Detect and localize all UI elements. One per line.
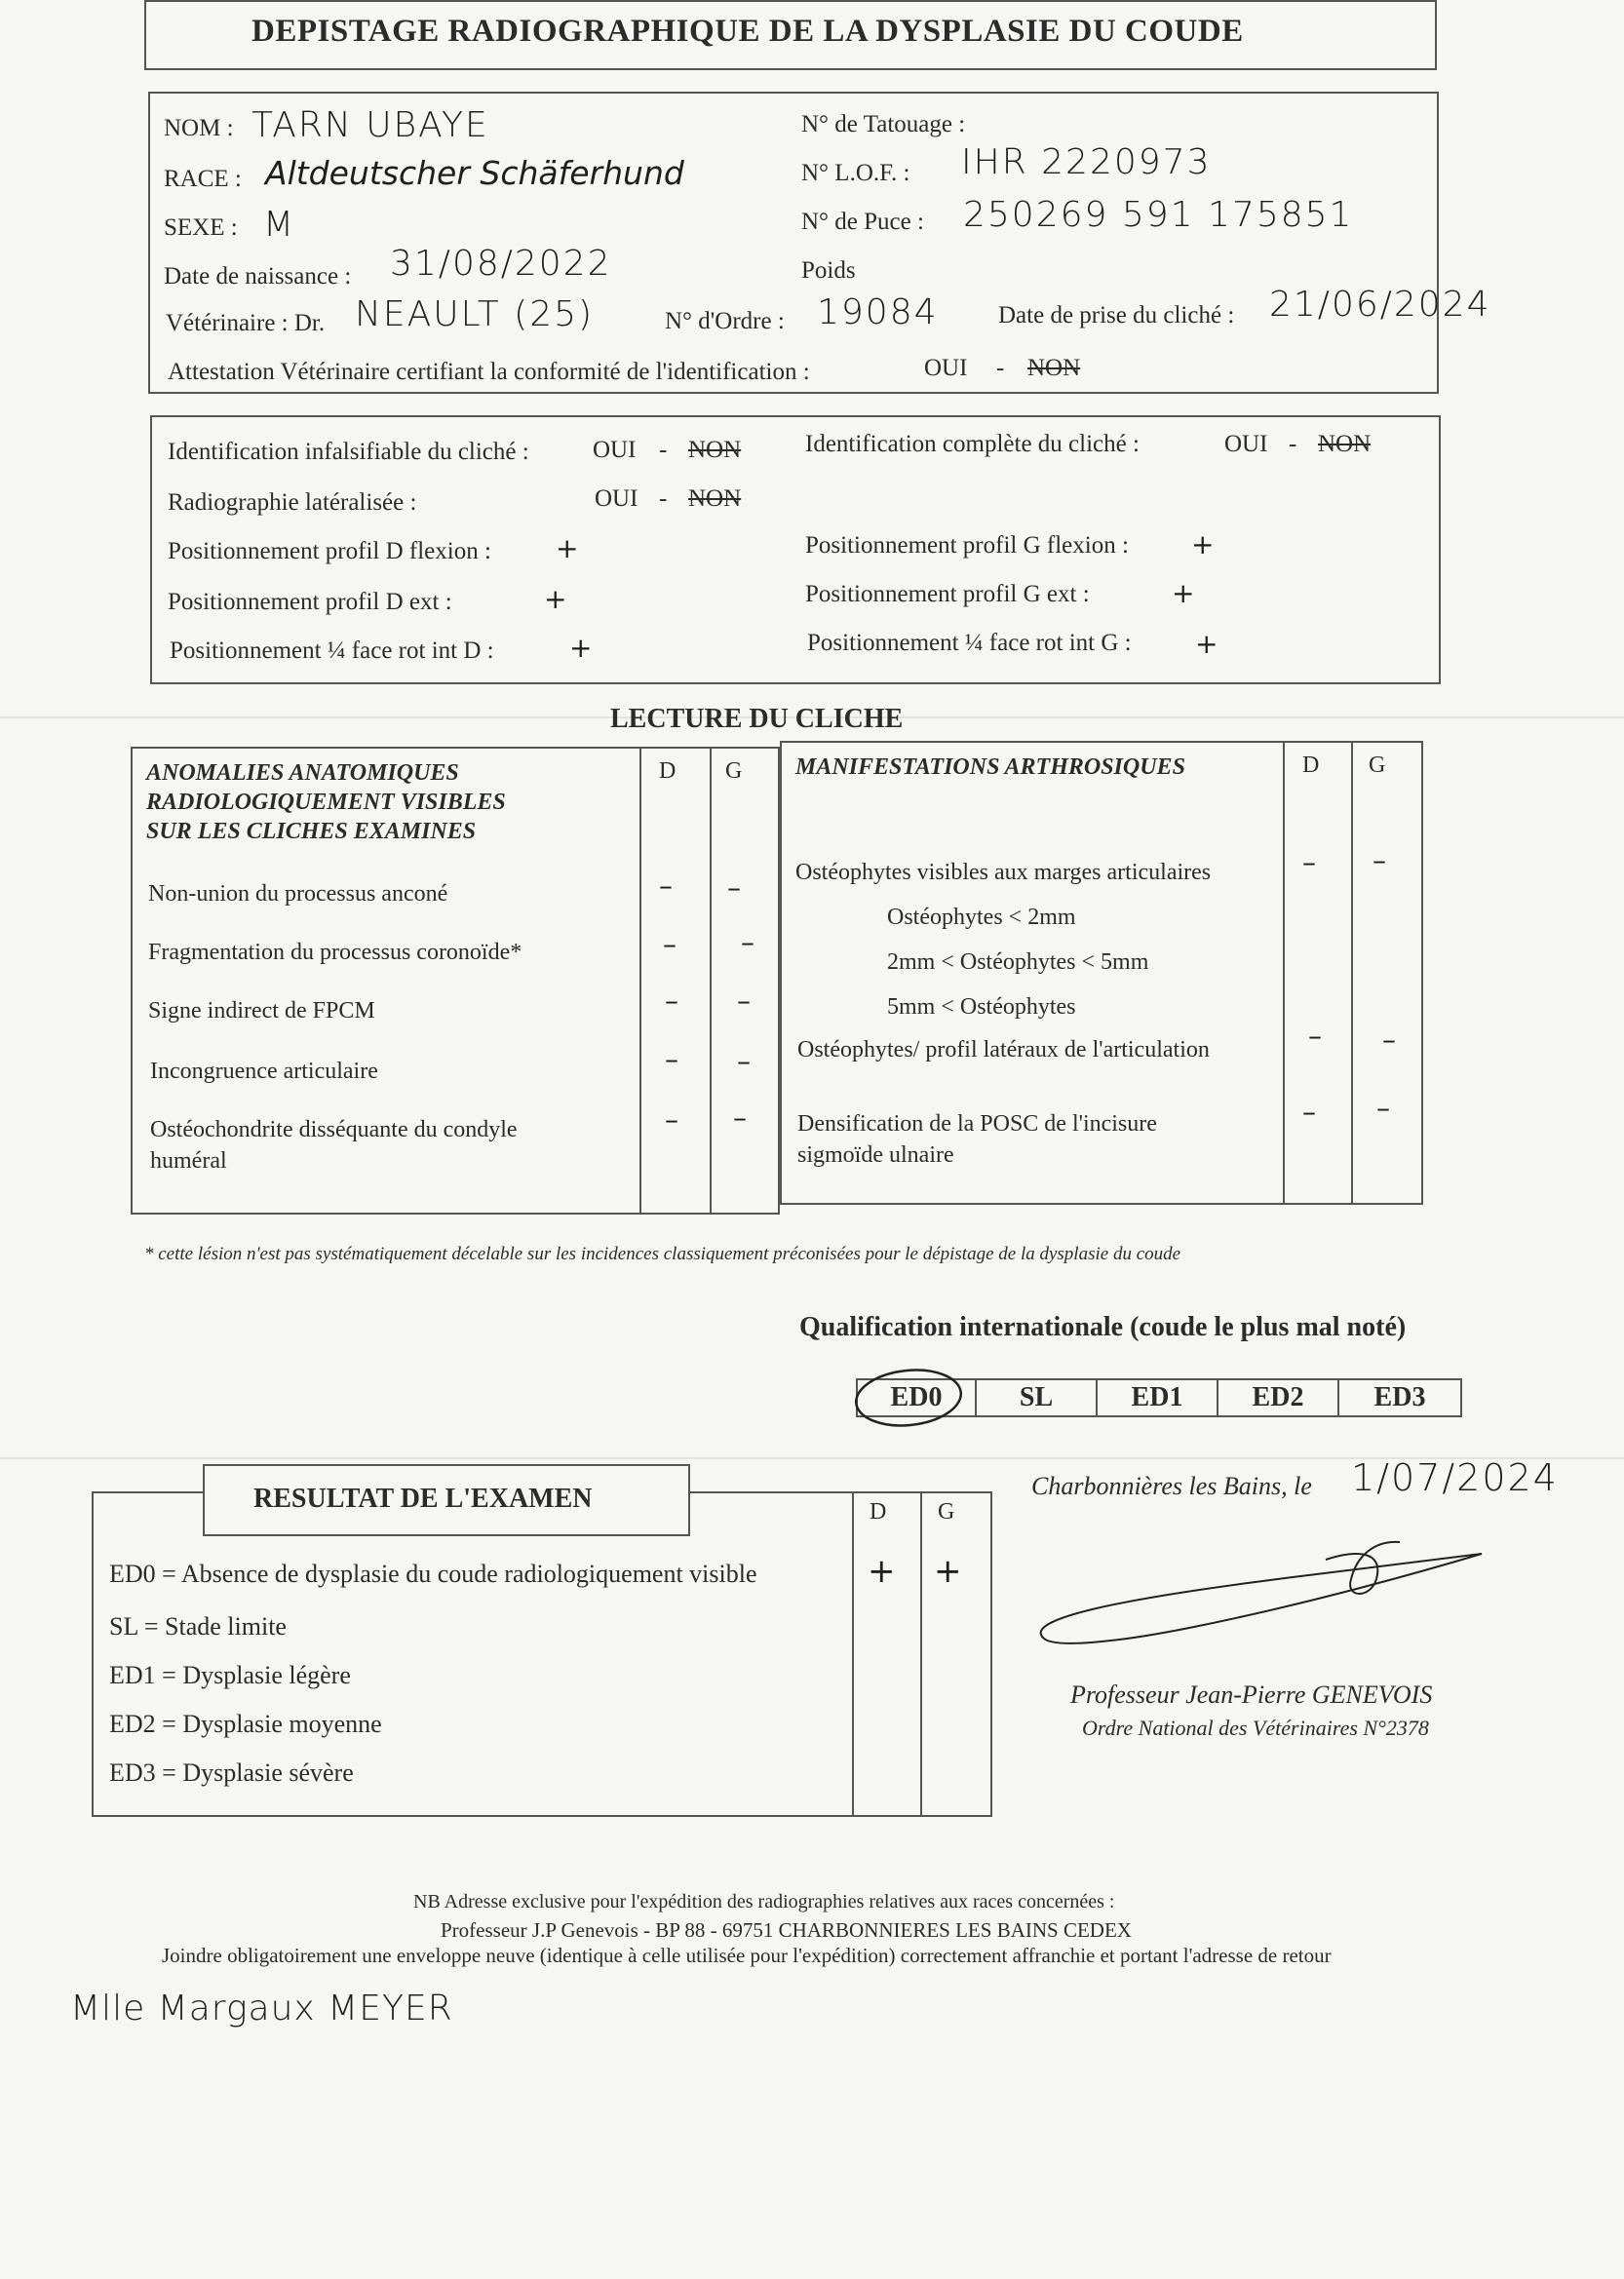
infalsifiable-label: Identification infalsifiable du cliché : bbox=[168, 439, 529, 465]
resultat-line: ED0 = Absence de dysplasie du coude radiologiquement visible bbox=[109, 1560, 757, 1588]
arthro-row-label: 5mm < Ostéophytes bbox=[887, 994, 1076, 1020]
anomaly-g-mark: – bbox=[737, 985, 751, 1017]
qualification-title: Qualification internationale (coude le plus mal noté) bbox=[799, 1312, 1407, 1342]
anomaly-row-label: Incongruence articulaire bbox=[150, 1059, 378, 1084]
arthro-col-g: G bbox=[1369, 753, 1386, 778]
signature-icon bbox=[1014, 1521, 1501, 1657]
grade-ed2: ED2 bbox=[1217, 1378, 1339, 1417]
resultat-line: SL = Stade limite bbox=[109, 1612, 287, 1641]
anomaly-row-label: Signe indirect de FPCM bbox=[148, 998, 375, 1024]
sexe-value: M bbox=[263, 205, 296, 245]
signature-name: Professeur Jean-Pierre GENEVOIS bbox=[1070, 1680, 1433, 1709]
anomaly-d-mark: – bbox=[659, 869, 673, 902]
resultat-col-g: G bbox=[938, 1499, 955, 1525]
arthro-row-label: sigmoïde ulnaire bbox=[797, 1142, 954, 1168]
puce-label: N° de Puce : bbox=[801, 209, 924, 235]
anomaly-g-mark: – bbox=[741, 926, 754, 958]
anomaly-g-mark: – bbox=[733, 1101, 747, 1134]
arthro-row-label: Ostéophytes visibles aux marges articulaires bbox=[795, 860, 1212, 885]
arthro-g-mark: – bbox=[1382, 1024, 1396, 1056]
arthro-d-mark: – bbox=[1302, 846, 1316, 878]
nom-value: TARN UBAYE bbox=[251, 105, 489, 145]
signature-ordre: Ordre National des Vétérinaires N°2378 bbox=[1082, 1716, 1429, 1740]
attestation-non: NON bbox=[1027, 355, 1081, 381]
resultat-mark-d: + bbox=[868, 1552, 896, 1591]
ordre-value: 19084 bbox=[817, 292, 939, 332]
pos-g-flexion-mark: + bbox=[1191, 528, 1215, 560]
anomalies-divider-g bbox=[710, 747, 712, 1215]
anomaly-g-mark: – bbox=[737, 1045, 751, 1077]
title-box bbox=[144, 0, 1437, 70]
pos-d-ext-label: Positionnement profil D ext : bbox=[168, 589, 452, 615]
nom-label: NOM : bbox=[164, 115, 234, 141]
complete-non: NON bbox=[1318, 431, 1372, 457]
race-label: RACE : bbox=[164, 166, 242, 192]
selected-grade-circle-icon bbox=[846, 1363, 973, 1433]
complete-sep: - bbox=[1289, 431, 1297, 457]
sexe-label: SEXE : bbox=[164, 214, 238, 241]
resultat-col-d: D bbox=[870, 1499, 887, 1525]
poids-label: Poids bbox=[801, 257, 856, 284]
lateralisee-sep: - bbox=[659, 485, 668, 512]
prise-label: Date de prise du cliché : bbox=[998, 302, 1235, 328]
anomalies-table bbox=[131, 747, 780, 1215]
complete-label: Identification complète du cliché : bbox=[805, 431, 1140, 457]
footer-handwritten-name: Mlle Margaux MEYER bbox=[70, 1989, 453, 2028]
vet-label: Vétérinaire : Dr. bbox=[166, 310, 326, 336]
pos-d-flexion-label: Positionnement profil D flexion : bbox=[168, 538, 491, 564]
arthro-g-mark: – bbox=[1376, 1092, 1390, 1124]
puce-value: 250269 591 175851 bbox=[963, 195, 1354, 235]
resultat-line: ED1 = Dysplasie légère bbox=[109, 1661, 351, 1689]
infalsifiable-non: NON bbox=[688, 437, 742, 463]
resultat-divider-g bbox=[920, 1491, 922, 1817]
race-value: Altdeutscher Schäferhund bbox=[265, 154, 684, 192]
arthro-col-d: D bbox=[1302, 753, 1320, 778]
prise-value: 21/06/2024 bbox=[1269, 285, 1491, 325]
lof-value: IHR 2220973 bbox=[961, 142, 1212, 182]
resultat-line: ED2 = Dysplasie moyenne bbox=[109, 1710, 382, 1738]
arthro-row-label: Ostéophytes < 2mm bbox=[887, 905, 1076, 930]
lecture-footnote: * cette lésion n'est pas systématiquement décelable sur les incidences classiquement préconisées pour le dépistage de la dysplasie du coude bbox=[144, 1244, 1181, 1264]
arthro-row-label: Ostéophytes/ profil latéraux de l'articulation bbox=[797, 1037, 1210, 1062]
resultat-title-box bbox=[203, 1464, 690, 1536]
attestation-label: Attestation Vétérinaire certifiant la conformité de l'identification : bbox=[168, 359, 810, 385]
pos-g-flexion-label: Positionnement profil G flexion : bbox=[805, 532, 1129, 559]
arthro-row-label: Densification de la POSC de l'incisure bbox=[797, 1111, 1157, 1137]
naissance-value: 31/08/2022 bbox=[390, 244, 612, 284]
signature-date: 1/07/2024 bbox=[1351, 1456, 1559, 1499]
footer-line-1: NB Adresse exclusive pour l'expédition des radiographies relatives aux races concernées : bbox=[413, 1891, 1115, 1912]
page-title: DEPISTAGE RADIOGRAPHIQUE DE LA DYSPLASIE DU COUDE bbox=[251, 14, 1244, 49]
infalsifiable-oui: OUI bbox=[593, 437, 637, 463]
arthro-g-mark: – bbox=[1373, 844, 1386, 876]
anomaly-d-mark: – bbox=[663, 928, 677, 960]
arthro-title: MANIFESTATIONS ARTHROSIQUES bbox=[795, 754, 1185, 780]
anomalies-col-d: D bbox=[659, 758, 677, 784]
anomaly-g-mark: – bbox=[727, 871, 741, 904]
vet-value: NEAULT (25) bbox=[355, 294, 595, 334]
anomaly-d-mark: – bbox=[665, 985, 678, 1017]
tatouage-label: N° de Tatouage : bbox=[801, 111, 966, 137]
resultat-line: ED3 = Dysplasie sévère bbox=[109, 1758, 354, 1787]
footer-line-2: Professeur J.P Genevois - BP 88 - 69751 CHARBONNIERES LES BAINS CEDEX bbox=[441, 1918, 1132, 1942]
lateralisee-label: Radiographie latéralisée : bbox=[168, 489, 417, 516]
anomaly-row-label: huméral bbox=[150, 1148, 227, 1174]
pos-d-flexion-mark: + bbox=[556, 532, 579, 564]
anomaly-row-label: Fragmentation du processus coronoïde* bbox=[148, 940, 522, 965]
arthro-row-label: 2mm < Ostéophytes < 5mm bbox=[887, 949, 1149, 975]
grade-ed0: ED0 bbox=[856, 1378, 977, 1417]
grade-ed3: ED3 bbox=[1337, 1378, 1462, 1417]
pos-d-ext-mark: + bbox=[544, 583, 567, 615]
lof-label: N° L.O.F. : bbox=[801, 160, 910, 186]
anomaly-row-label: Ostéochondrite disséquante du condyle bbox=[150, 1117, 518, 1142]
infalsifiable-sep: - bbox=[659, 437, 668, 463]
anomalies-title-3: SUR LES CLICHES EXAMINES bbox=[146, 819, 477, 844]
grade-sl: SL bbox=[975, 1378, 1098, 1417]
anomalies-divider-d bbox=[639, 747, 641, 1215]
arthro-d-mark: – bbox=[1308, 1020, 1322, 1052]
grade-ed1: ED1 bbox=[1096, 1378, 1218, 1417]
resultat-divider-d bbox=[852, 1491, 854, 1817]
anomalies-title-2: RADIOLOGIQUEMENT VISIBLES bbox=[146, 790, 506, 815]
arthro-d-mark: – bbox=[1302, 1096, 1316, 1128]
anomalies-title-1: ANOMALIES ANATOMIQUES bbox=[146, 760, 459, 786]
anomaly-d-mark: – bbox=[665, 1043, 678, 1075]
complete-oui: OUI bbox=[1224, 431, 1268, 457]
arthro-divider-g bbox=[1351, 741, 1353, 1205]
lateralisee-non: NON bbox=[688, 485, 742, 512]
pos-d-face-mark: + bbox=[569, 632, 593, 664]
anomaly-row-label: Non-union du processus anconé bbox=[148, 881, 448, 907]
footer-line-3: Joindre obligatoirement une enveloppe neuve (identique à celle utilisée pour l'expédition) correctement affranchie et portant l'adresse de retour bbox=[162, 1944, 1332, 1967]
signature-place: Charbonnières les Bains, le bbox=[1031, 1472, 1312, 1500]
attestation-sep: - bbox=[996, 355, 1005, 381]
lateralisee-oui: OUI bbox=[595, 485, 638, 512]
resultat-title: RESULTAT DE L'EXAMEN bbox=[253, 1484, 593, 1514]
lecture-heading: LECTURE DU CLICHE bbox=[610, 704, 904, 734]
pos-g-face-mark: + bbox=[1195, 628, 1218, 660]
ordre-label: N° d'Ordre : bbox=[665, 308, 785, 334]
pos-d-face-label: Positionnement ¼ face rot int D : bbox=[170, 637, 494, 664]
naissance-label: Date de naissance : bbox=[164, 263, 352, 290]
anomaly-d-mark: – bbox=[665, 1103, 678, 1136]
resultat-mark-g: + bbox=[934, 1552, 962, 1591]
pos-g-ext-mark: + bbox=[1172, 577, 1195, 609]
arthro-divider-d bbox=[1283, 741, 1285, 1205]
attestation-oui: OUI bbox=[924, 355, 968, 381]
anomalies-col-g: G bbox=[725, 758, 743, 784]
pos-g-face-label: Positionnement ¼ face rot int G : bbox=[807, 630, 1132, 656]
pos-g-ext-label: Positionnement profil G ext : bbox=[805, 581, 1090, 607]
